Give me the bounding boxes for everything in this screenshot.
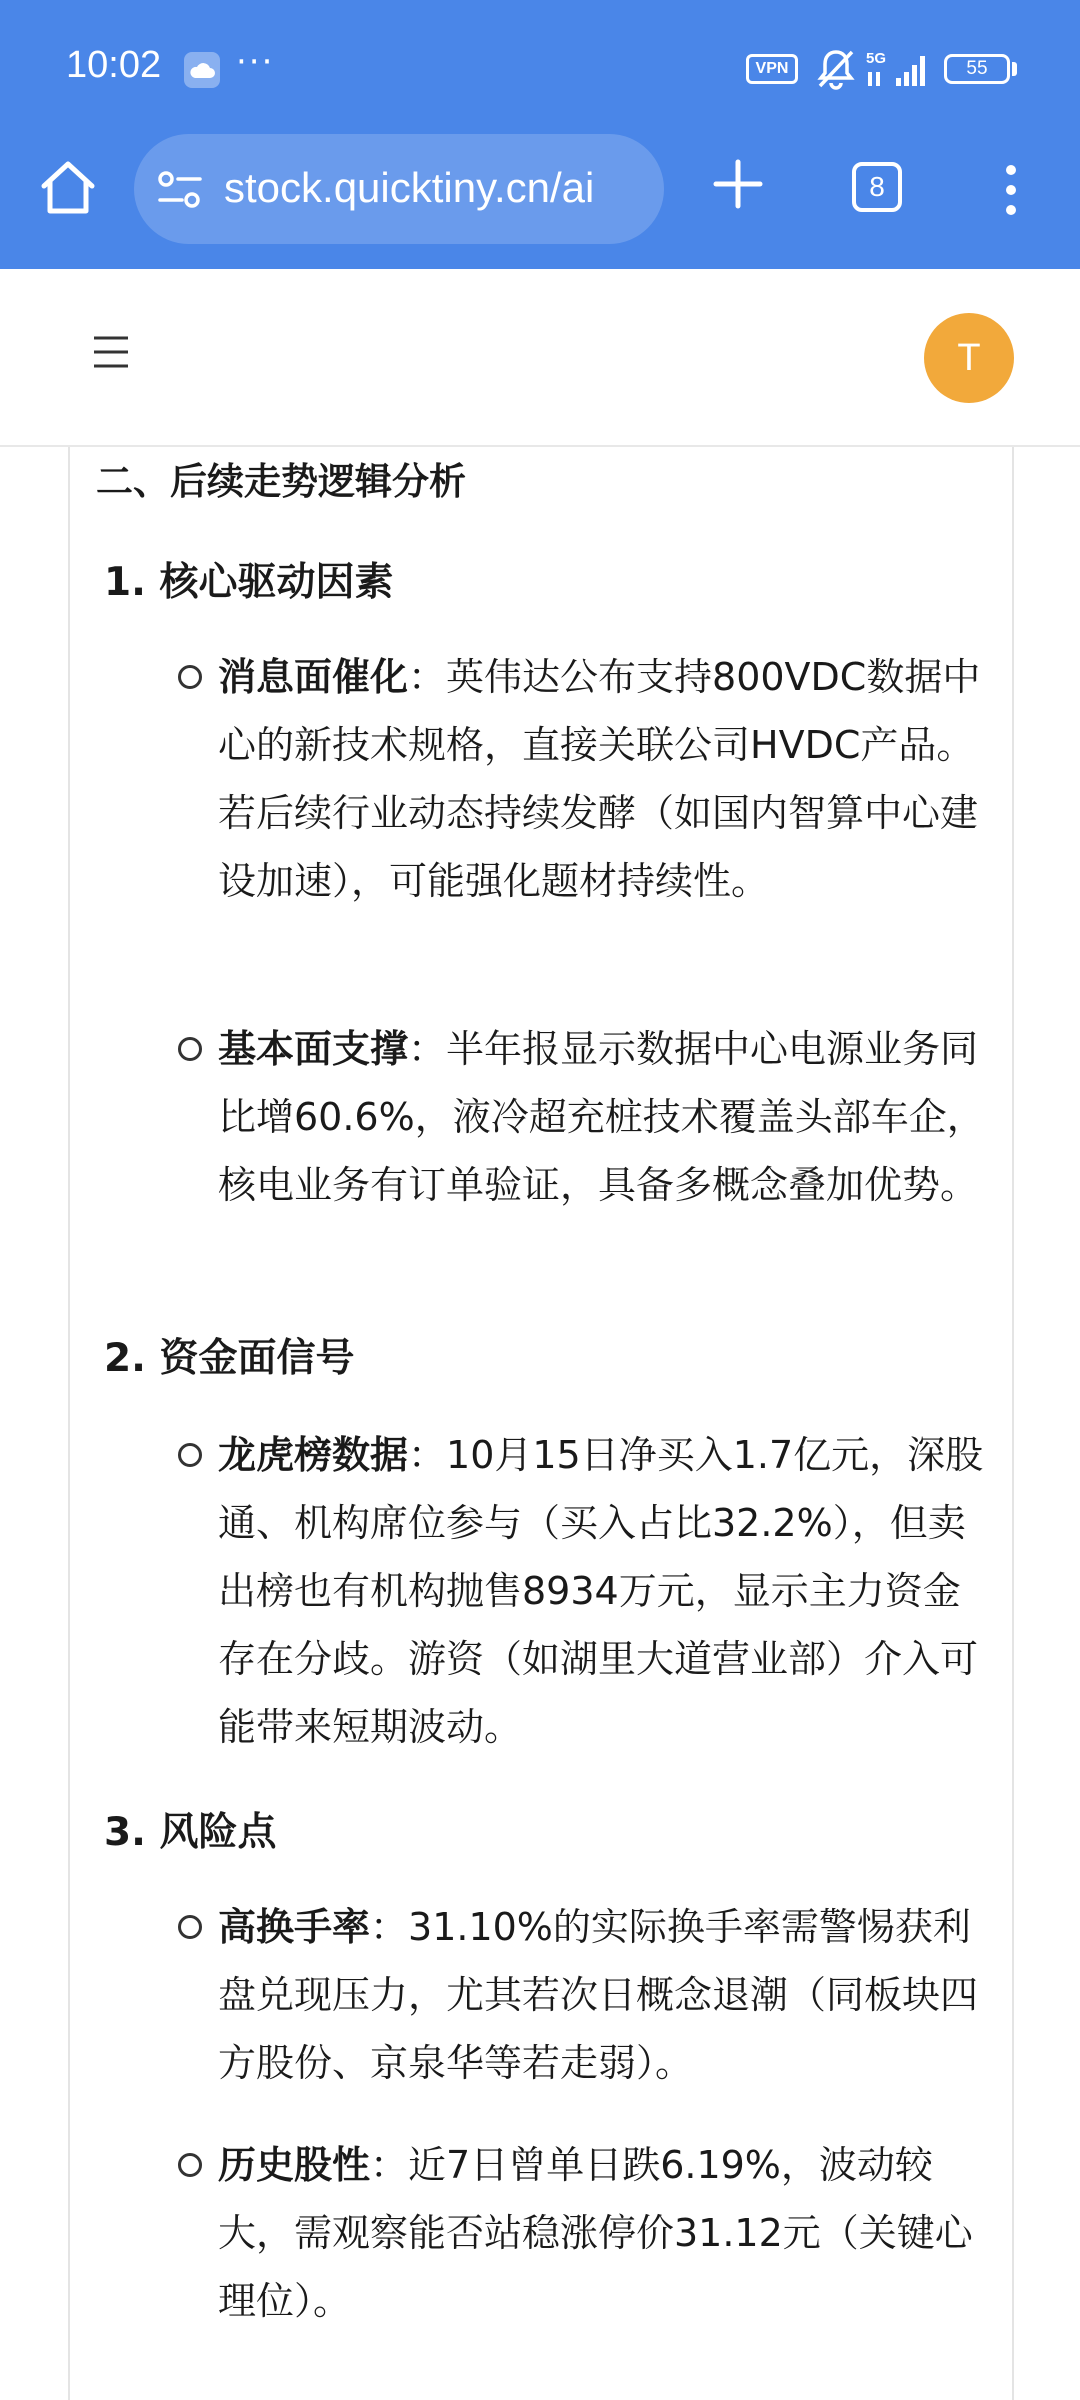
browser-top-bar: [0, 0, 1080, 269]
item-term: 基本面支撑: [218, 1027, 409, 1071]
item-term: 消息面催化: [218, 655, 409, 699]
bullet-icon: [178, 1915, 202, 1939]
list-item: [218, 2131, 998, 2335]
bullet-icon: [178, 665, 202, 689]
analysis-card: [68, 447, 1014, 2400]
site-header: [0, 269, 1080, 447]
section-title: 二、后续走势逻辑分析: [96, 460, 466, 503]
url-text[interactable]: stock.quicktiny.cn/ai: [224, 164, 595, 211]
item-text: ：31.10%的实际换手率需警惕获利盘兑现压力，尤其若次日概念退潮（同板块四方股份、京泉华等若走弱）。: [218, 1905, 979, 2085]
status-time: 10:02: [66, 44, 162, 86]
hamburger-icon: [92, 335, 130, 369]
item-term: 高换手率: [218, 1905, 371, 1949]
item-text: ：英伟达公布支持800VDC数据中心的新技术规格，直接关联公司HVDC产品。若后续行业动态持续发酵（如国内智算中心建设加速），可能强化题材持续性。: [218, 655, 981, 903]
item-text: ：近7日曾单日跌6.19%，波动较大，需观察能否站稳涨停价31.12元（关键心理位）。: [218, 2143, 973, 2323]
bell-muted-icon: [816, 48, 856, 94]
list-item: [218, 1893, 998, 2097]
user-avatar[interactable]: T: [924, 313, 1014, 403]
battery-icon: 55: [944, 54, 1010, 84]
hamburger-menu-button[interactable]: [92, 335, 130, 369]
vpn-icon: VPN: [746, 54, 798, 84]
heading-capital-signals: 2. 资金面信号: [104, 1336, 355, 1381]
cloud-icon: [184, 52, 220, 88]
tab-switcher-button[interactable]: 8: [852, 162, 902, 212]
plus-icon: [708, 154, 768, 214]
more-menu-button[interactable]: [996, 162, 1026, 218]
item-text: ：半年报显示数据中心电源业务同比增60.6%，液冷超充桩技术覆盖头部车企，核电业务有订单验证，具备多概念叠加优势。: [218, 1027, 985, 1207]
item-text: ：10月15日净买入1.7亿元，深股通、机构席位参与（买入占比32.2%），但卖出榜也有机构抛售8934万元，显示主力资金存在分歧。游资（如湖里大道营业部）介入可能带来短期波动。: [218, 1433, 984, 1749]
heading-core-drivers: 1. 核心驱动因素: [104, 560, 394, 605]
vertical-dots-icon: [996, 162, 1026, 218]
site-settings-icon[interactable]: [156, 170, 204, 214]
bullet-icon: [178, 1443, 202, 1467]
bullet-icon: [178, 1037, 202, 1061]
status-bar: [0, 0, 1080, 132]
home-icon: [34, 154, 102, 222]
battery-tip: [1012, 62, 1017, 76]
network-type-label: 5G: [866, 50, 887, 67]
more-notifications-icon: ···: [236, 42, 275, 82]
list-item: [218, 643, 998, 915]
heading-risk-points: 3. 风险点: [104, 1810, 277, 1855]
list-item: [218, 1015, 998, 1219]
item-term: 龙虎榜数据: [218, 1433, 409, 1477]
home-button[interactable]: [34, 154, 102, 222]
address-bar[interactable]: [134, 134, 664, 244]
bullet-icon: [178, 2153, 202, 2177]
list-item: [218, 1421, 998, 1761]
item-term: 历史股性: [218, 2143, 371, 2187]
cellular-signal-icon: [866, 48, 932, 94]
new-tab-button[interactable]: [708, 154, 768, 214]
